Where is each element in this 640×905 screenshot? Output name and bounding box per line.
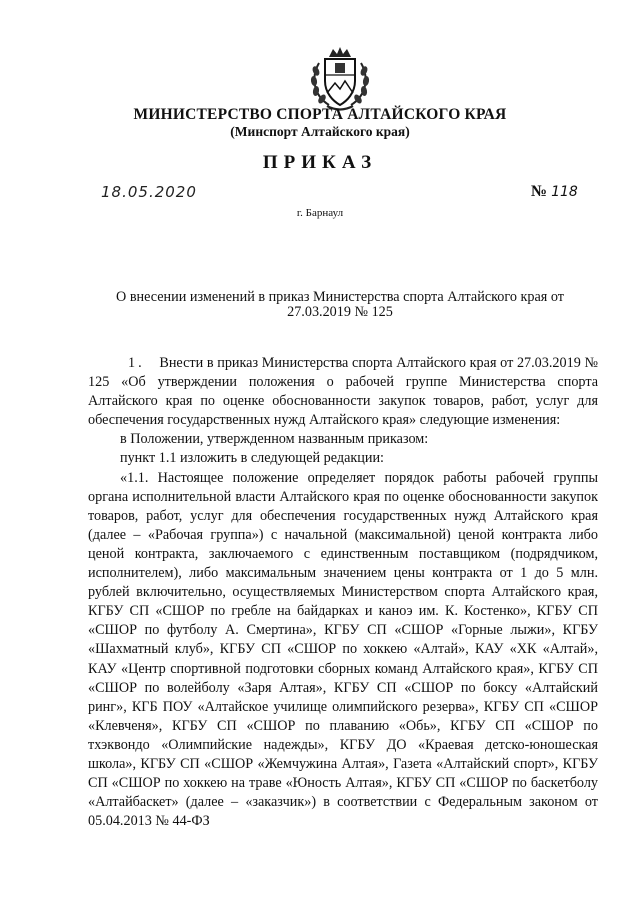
document-number [531,183,578,201]
item-text: Внести в приказ Министерства спорта Алтайского края от 27.03.2019 № 125 «Об утверждении положения о рабочей группе Министерства спорта Алтайского края по оценке обоснованности закупок товаров, работ, услуг для обеспечения государственных нужд Алтайского края» следующие изменения: [88,355,599,429]
document-type: ПРИКАЗ [262,152,378,173]
city: г. Барнаул [296,207,344,219]
document-title: О внесении изменений в приказ Министерства спорта Алтайского края от 27.03.2019 № 125 [116,289,564,320]
paragraph-2: в Положении, утвержденном названным приказом: [120,431,429,448]
altai-krai-coat-of-arms-icon [307,43,373,113]
document-date: 18.05.2020 [101,183,197,201]
item-number: 1. [128,355,145,371]
paragraph-3: пункт 1.1 изложить в следующей редакции: [120,450,384,467]
ministry-name: МИНИСТЕРСТВО СПОРТА АЛТАЙСКОГО КРАЯ [133,106,507,123]
paragraph-4: «1.1. Настоящее положение определяет порядок работы рабочей группы органа исполнительной власти Алтайского края по оценке обоснованности закупок товаров, работ, услуг для обеспечения государственных нужд Алтайского края (далее – «Рабочая группа») с начальной (максимальной) ценой контракта либо ценой контракта, заключаемого с единственным поставщиком (подрядчиком, исполнителем), либо максимальным значением цены контракта от 1 до 5 млн. рублей включительно, осуществляемых Министерством спорта Алтайского края, КГБУ СП «СШОР по гребле на байдарках и каноэ им. К. Костенко», КГБУ СП «СШОР по футболу А. Смертина», КГБУ СП «СШОР «Горные лыжи», КГБУ «Шахматный клуб», КГБУ СП «СШОР по хоккею «Алтай», КАУ «ХК «Алтай», КАУ «Центр спортивной подготовки сборных команд Алтайского края», КГБУ СП «СШОР по волейболу «Заря Алтая», КГБУ СП «СШОР по боксу «Алтайский ринг», КГБ ПОУ «Алтайское училище олимпийского резерва», КГБУ СП «СШОР «Клевченя», КГБУ СП «СШОР по плаванию «Обь», КГБУ СП «СШОР по тхэквондо «Олимпийские надежды», КГБУ ДО «Краевая детско-юношеская школа», КГБУ СП «СШОР «Жемчужина Алтая», Газета «Алтайский спорт», КГБУ СП «СШОР по хоккею на траве «Юность Алтая», КГБУ СП «СШОР по баскетболу «Алтайбаскет» (далее – «заказчик») в соответствии с Федеральным законом от 05.04.2013 № 44-ФЗ [88,469,598,830]
number-value: 118 [551,184,578,200]
number-prefix: № [531,183,548,200]
paragraph-1 [88,354,598,430]
ministry-short-name: (Минспорт Алтайского края) [230,124,410,139]
document-body [88,354,598,831]
